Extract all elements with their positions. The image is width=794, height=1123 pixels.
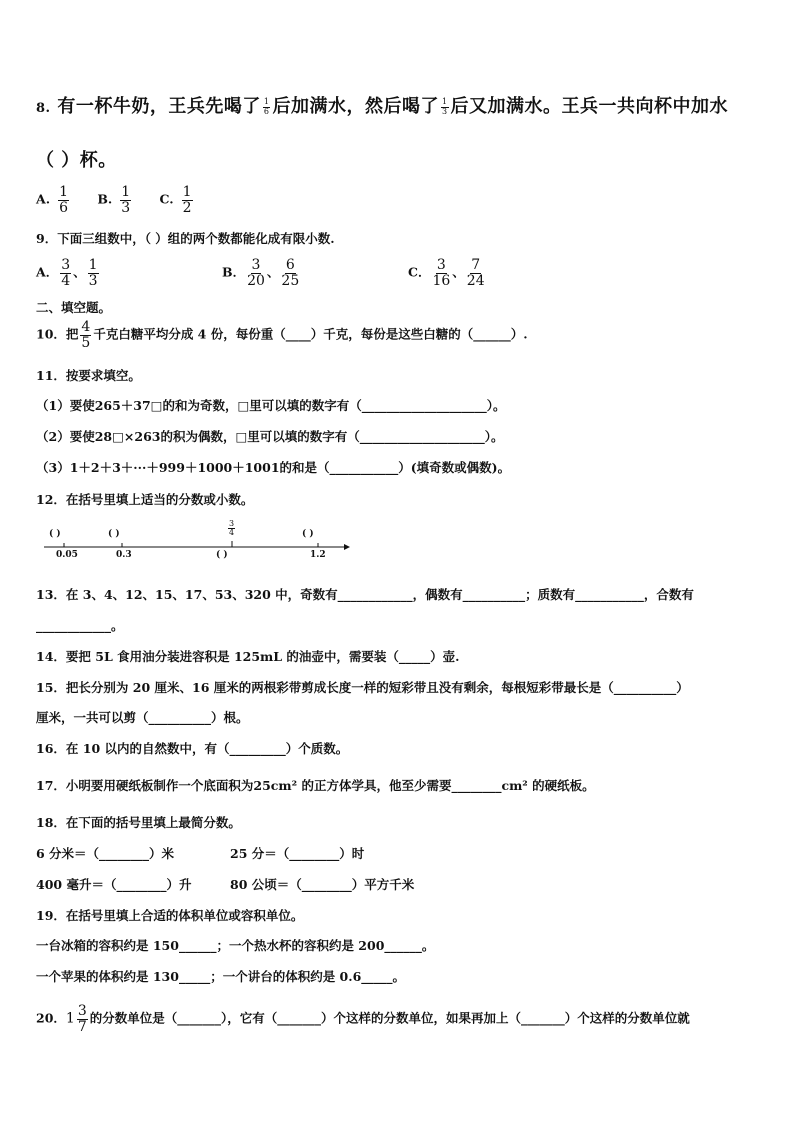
q9-text: 9．下面三组数中，（ ）组的两个数都能化成有限小数. xyxy=(36,231,335,246)
q15-line-2[interactable]: 厘米，一共可以剪（__________）根。 xyxy=(36,710,249,725)
number-line-axis xyxy=(44,520,354,565)
q11-part-2[interactable]: （2）要使28□×263的积为偶数，□里可以填的数字有（____________________）。 xyxy=(36,429,504,444)
q16-line[interactable]: 16．在 10 以内的自然数中，有（_________）个质数。 xyxy=(36,741,349,756)
q8-number: 8. xyxy=(36,101,51,116)
q8-fraction-2: $\frac{1}{3}$ xyxy=(441,97,448,116)
q14-line[interactable]: 14．要把 5L 食用油分装进容积是 125mL 的油壶中，需要装（_____）壶. xyxy=(36,649,460,664)
q19-line-1[interactable]: 一台冰箱的容积约是 150______；一个热水杯的容积约是 200______。 xyxy=(36,938,435,953)
number-line-blank-3[interactable]: ( ) xyxy=(302,529,314,539)
q8-options xyxy=(36,185,195,215)
q20-line[interactable]: 20．1 $\frac{3}{7}$ 的分数单位是（_______），它有（_______）个这样的分数单位，如果再加上（_______）个这样的分数单位就 xyxy=(36,1003,690,1035)
number-line-blank-4[interactable]: ( ) xyxy=(216,550,228,560)
q9-option-b[interactable]: B． $\frac{3}{20}$ 、 $\frac{6}{25}$ xyxy=(222,257,300,289)
q8-line1 xyxy=(36,92,728,118)
q8-fraction-1: $\frac{1}{6}$ xyxy=(263,97,270,116)
q8-text-3: 后又加满水。王兵一共向杯中加水 xyxy=(450,96,729,117)
q8-option-c[interactable]: C. $\frac{1}{2}$ xyxy=(159,184,192,216)
q19-title: 19．在括号里填上合适的体积单位或容积单位。 xyxy=(36,908,304,923)
tick-label-2: 0.3 xyxy=(116,550,132,560)
section-heading: 二、填空题。 xyxy=(36,300,112,315)
tick-label-1: 0.05 xyxy=(56,550,78,560)
tick-label-3: 1.2 xyxy=(310,550,326,560)
q18-row-1b[interactable]: 25 分＝（________）时 xyxy=(230,846,365,861)
q11-part-1[interactable]: （1）要使265＋37□的和为奇数，□里可以填的数字有（____________________）。 xyxy=(36,398,506,413)
q8-option-b[interactable]: B. $\frac{1}{3}$ xyxy=(97,184,131,216)
number-line-blank-2[interactable]: ( ) xyxy=(108,529,120,539)
q17-line[interactable]: 17．小明要用硬纸板制作一个底面积为25cm² 的正方体学具，他至少需要________cm² 的硬纸板。 xyxy=(36,778,595,793)
q11-title: 11．按要求填空。 xyxy=(36,368,141,383)
q18-row-2a[interactable]: 400 毫升＝（________）升 xyxy=(36,877,192,892)
number-line-blank-1[interactable]: ( ) xyxy=(49,529,61,539)
q8-option-a[interactable]: A. $\frac{1}{6}$ xyxy=(36,184,68,216)
q18-row-2b[interactable]: 80 公顷＝（________）平方千米 xyxy=(230,877,415,892)
number-line-fraction: 3 4 xyxy=(229,519,235,538)
q9-option-a[interactable]: A． $\frac{3}{4}$ 、 $\frac{1}{3}$ xyxy=(36,257,98,289)
q9-option-c[interactable]: C． $\frac{3}{16}$ 、 $\frac{7}{24}$ xyxy=(408,257,485,289)
q8-text-1: 有一杯牛奶，王兵先喝了 xyxy=(57,96,261,117)
q13-line-1[interactable]: 13．在 3、4、12、15、17、53、320 中，奇数有____________，偶数有__________；质数有___________，合数有 xyxy=(36,587,694,602)
q19-line-2[interactable]: 一个苹果的体积约是 130_____；一个讲台的体积约是 0.6_____。 xyxy=(36,969,406,984)
number-line xyxy=(44,520,354,565)
q18-row-1a[interactable]: 6 分米＝（________）米 xyxy=(36,846,175,861)
q15-line-1[interactable]: 15．把长分别为 20 厘米、16 厘米的两根彩带剪成长度一样的短彩带且没有剩余，每根短彩带最长是（__________） xyxy=(36,680,689,695)
q11-part-3[interactable]: （3）1＋2＋3＋···＋999＋1000＋1001的和是（___________）(填奇数或偶数)。 xyxy=(36,460,511,475)
q8-line2: （ ）杯。 xyxy=(36,150,117,171)
q18-title: 18．在下面的括号里填上最简分数。 xyxy=(36,815,241,830)
q10-line: 10．把 $\frac{4}{5}$ 千克白糖平均分成 4 份，每份重（____）千克，每份是这些白糖的（______）. xyxy=(36,319,528,351)
q13-line-2[interactable]: ____________。 xyxy=(36,618,124,633)
q8-text-2: 后加满水，然后喝了 xyxy=(272,96,439,117)
q12-title: 12．在括号里填上适当的分数或小数。 xyxy=(36,492,254,507)
